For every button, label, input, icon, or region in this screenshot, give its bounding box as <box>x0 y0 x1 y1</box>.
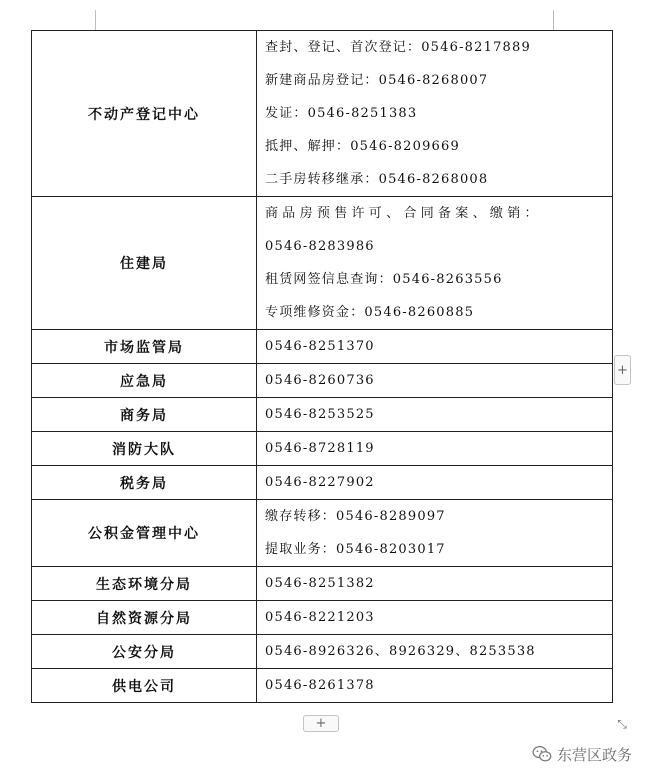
table-row <box>32 567 613 601</box>
department-name: 住建局 <box>32 197 257 330</box>
table-row <box>32 635 613 669</box>
contact-cell <box>257 197 613 330</box>
contact-line: 0546-8728119 <box>265 441 375 456</box>
contact-line: 商品房预售许可、合同备案、缴销： <box>265 206 542 221</box>
table-row <box>32 31 613 197</box>
table-row <box>32 500 613 567</box>
table-row <box>32 432 613 466</box>
contact-line: 0546-8251370 <box>265 339 375 354</box>
contact-line: 0546-8260736 <box>265 373 375 388</box>
contact-cell <box>257 635 613 669</box>
table-row <box>32 466 613 500</box>
contact-line: 提取业务：0546-8203017 <box>265 542 446 557</box>
contact-cell <box>257 669 613 703</box>
contact-line: 查封、登记、首次登记：0546-8217889 <box>265 40 531 55</box>
contact-line: 二手房转移继承：0546-8268008 <box>265 172 489 187</box>
department-name: 生态环境分局 <box>32 567 257 601</box>
contact-line: 租赁网签信息查询：0546-8263556 <box>265 272 503 287</box>
resize-icon[interactable]: ⤡ <box>617 717 627 731</box>
add-row-button[interactable]: + <box>614 355 631 385</box>
contact-line: 0546-8221203 <box>265 610 375 625</box>
department-name: 税务局 <box>32 466 257 500</box>
department-name: 应急局 <box>32 364 257 398</box>
table-row <box>32 364 613 398</box>
contact-cell <box>257 567 613 601</box>
table-row <box>32 601 613 635</box>
table-row <box>32 669 613 703</box>
contact-line: 抵押、解押：0546-8209669 <box>265 139 460 154</box>
contact-cell <box>257 398 613 432</box>
department-name: 市场监管局 <box>32 330 257 364</box>
table-row <box>32 330 613 364</box>
page-margin-mark-left <box>95 10 96 30</box>
contact-line: 0546-8253525 <box>265 407 375 422</box>
contact-line: 专项维修资金：0546-8260885 <box>265 305 475 320</box>
department-name: 不动产登记中心 <box>32 31 257 197</box>
contact-cell <box>257 466 613 500</box>
contacts-table <box>31 30 613 703</box>
table-row <box>32 197 613 330</box>
contact-cell <box>257 432 613 466</box>
contact-cell <box>257 500 613 567</box>
contact-line: 新建商品房登记：0546-8268007 <box>265 73 489 88</box>
contact-line: 发证：0546-8251383 <box>265 106 418 121</box>
contact-line: 0546-8926326、8926329、8253538 <box>265 644 536 659</box>
contact-cell <box>257 601 613 635</box>
add-column-button[interactable]: + <box>303 715 339 732</box>
contact-cell <box>257 31 613 197</box>
contact-line: 0546-8283986 <box>265 239 375 254</box>
department-name: 公安分局 <box>32 635 257 669</box>
department-name: 供电公司 <box>32 669 257 703</box>
contact-line: 缴存转移：0546-8289097 <box>265 509 446 524</box>
page-margin-mark-right <box>553 10 554 30</box>
table-row <box>32 398 613 432</box>
contact-cell <box>257 330 613 364</box>
contact-line: 0546-8251382 <box>265 576 375 591</box>
contact-line: 0546-8261378 <box>265 678 375 693</box>
department-name: 商务局 <box>32 398 257 432</box>
department-name: 公积金管理中心 <box>32 500 257 567</box>
department-name: 自然资源分局 <box>32 601 257 635</box>
wechat-icon <box>531 743 553 765</box>
watermark <box>531 742 632 766</box>
contact-line: 0546-8227902 <box>265 475 375 490</box>
contact-cell <box>257 364 613 398</box>
department-name: 消防大队 <box>32 432 257 466</box>
watermark-text: 东营区政务 <box>557 745 633 764</box>
